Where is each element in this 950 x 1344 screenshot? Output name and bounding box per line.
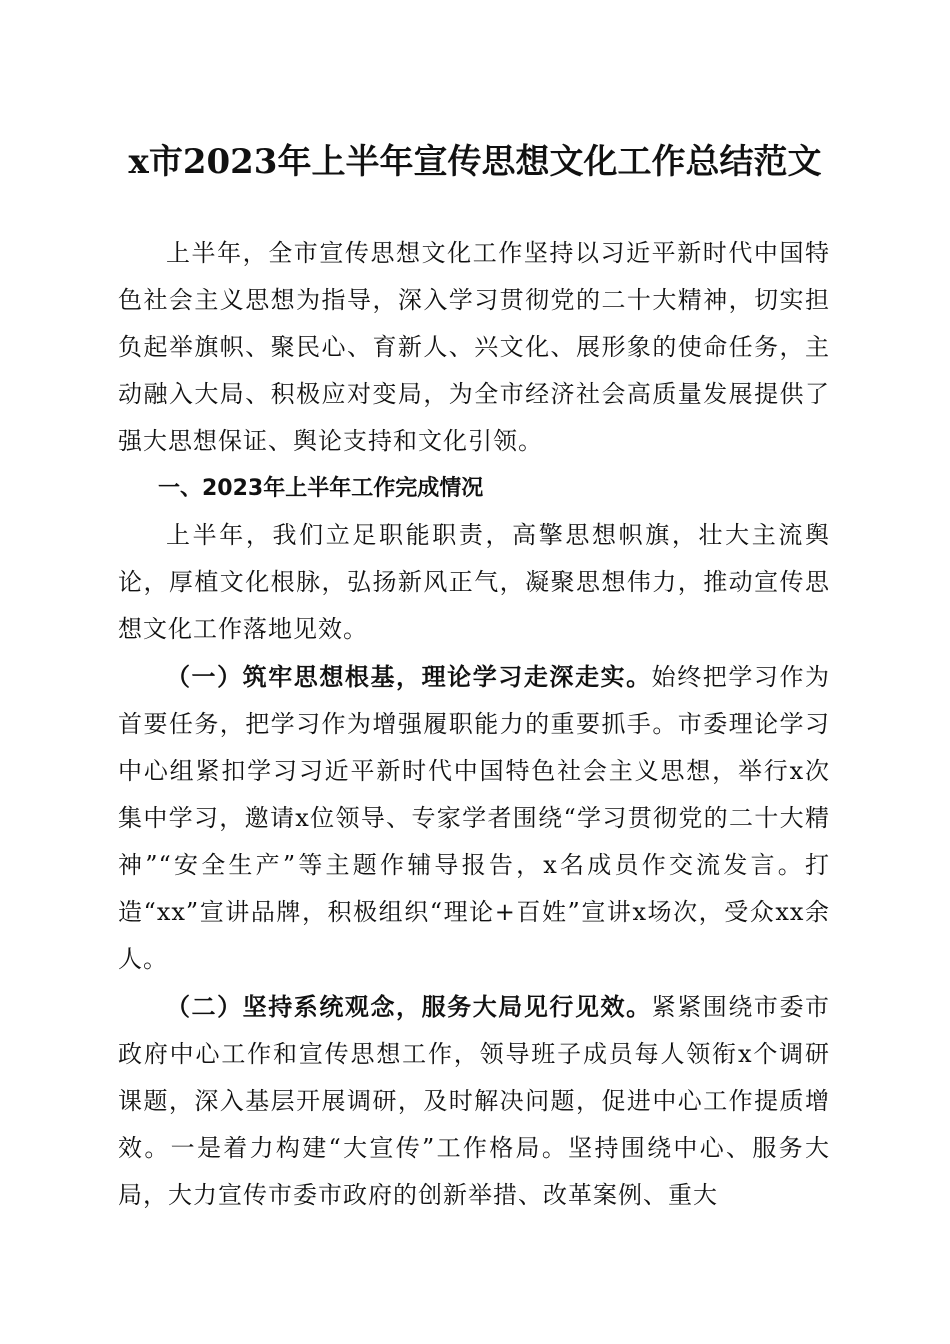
item-paragraph-2 [118, 983, 830, 1219]
item-text-1: 始终把学习作为首要任务，把学习作为增强履职能力的重要抓手。市委理论学习中心组紧扣学习习近平新时代中国特色社会主义思想，举行x次集中学习，邀请x位领导、专家学者围绕“学习贯彻党的二十大精神”“安全生产”等主题作辅导报告，x名成员作交流发言。打造“xx”宣讲品牌，积极组织“理论+百姓”宣讲x场次，受众xx余人。 [118, 663, 831, 973]
item-heading-2: （二）坚持系统观念，服务大局见行见效。 [166, 992, 652, 1021]
section-summary-paragraph: 上半年，我们立足职能职责，高擎思想帜旗，壮大主流舆论，厚植文化根脉，弘扬新风正气，凝聚思想伟力，推动宣传思想文化工作落地见效。 [118, 521, 830, 643]
intro-paragraph: 上半年，全市宣传思想文化工作坚持以习近平新时代中国特色社会主义思想为指导，深入学习贯彻党的二十大精神，切实担负起举旗帜、聚民心、育新人、兴文化、展形象的使命任务，主动融入大局、积极应对变局，为全市经济社会高质量发展提供了强大思想保证、舆论支持和文化引领。 [118, 239, 830, 455]
document-title: x市2023年上半年宣传思想文化工作总结范文 [128, 142, 822, 182]
section-heading: 一、2023年上半年工作完成情况 [158, 476, 484, 501]
item-heading-1: （一）筑牢思想根基，理论学习走深走实。 [166, 662, 652, 691]
document-body [118, 230, 830, 1219]
item-paragraph-1 [118, 653, 830, 983]
item-text-2: 紧紧围绕市委市政府中心工作和宣传思想工作，领导班子成员每人领衔x个调研课题，深入基层开展调研，及时解决问题，促进中心工作提质增效。一是着力构建“大宣传”工作格局。坚持围绕中心、服务大局，大力宣传市委市政府的创新举措、改革案例、重大 [118, 993, 831, 1209]
